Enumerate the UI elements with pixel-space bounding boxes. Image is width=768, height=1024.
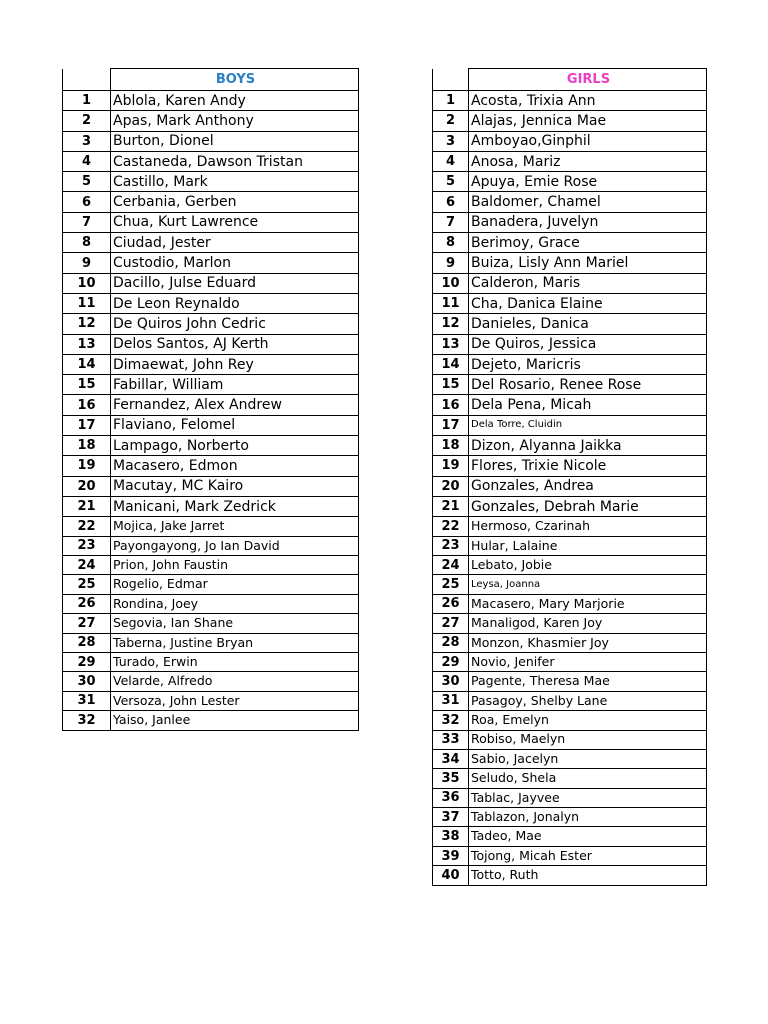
row-number: 19 [433, 456, 469, 476]
boys-header-row [63, 69, 359, 91]
student-name: Macasero, Mary Marjorie [469, 594, 707, 613]
table-row [63, 436, 359, 456]
table-row [433, 172, 707, 192]
row-number: 25 [433, 575, 469, 594]
row-number: 27 [433, 614, 469, 633]
table-row [63, 314, 359, 334]
student-name: Dela Torre, Cluidin [469, 415, 707, 435]
student-name: Ciudad, Jester [111, 233, 359, 253]
table-row [433, 788, 707, 807]
row-number: 19 [63, 456, 111, 476]
table-row [433, 192, 707, 212]
row-number: 32 [433, 711, 469, 730]
table-row [63, 233, 359, 253]
row-number: 17 [433, 415, 469, 435]
table-row [433, 827, 707, 846]
table-row [433, 536, 707, 555]
row-number: 18 [433, 436, 469, 456]
table-row [433, 131, 707, 151]
table-row [63, 496, 359, 516]
row-number: 3 [433, 131, 469, 151]
row-number: 22 [433, 517, 469, 536]
table-row [433, 273, 707, 293]
table-row [433, 415, 707, 435]
student-name: Cha, Danica Elaine [469, 293, 707, 313]
student-name: Tojong, Micah Ester [469, 846, 707, 865]
row-number: 21 [63, 496, 111, 516]
boys-roster-table [62, 68, 359, 731]
table-row [63, 151, 359, 171]
table-row [63, 672, 359, 691]
row-number: 7 [433, 212, 469, 232]
row-number: 30 [433, 672, 469, 691]
row-number: 28 [433, 633, 469, 652]
table-row [433, 456, 707, 476]
student-name: Lampago, Norberto [111, 436, 359, 456]
table-row [63, 111, 359, 131]
student-name: Custodio, Marlon [111, 253, 359, 273]
table-row [433, 517, 707, 536]
student-name: Chua, Kurt Lawrence [111, 212, 359, 232]
row-number: 11 [433, 293, 469, 313]
table-row [63, 192, 359, 212]
table-row [63, 575, 359, 594]
table-row [433, 594, 707, 613]
student-name: Flaviano, Felomel [111, 415, 359, 435]
student-name: Dela Pena, Micah [469, 395, 707, 415]
student-name: Roa, Emelyn [469, 711, 707, 730]
table-row [63, 415, 359, 435]
table-row [433, 233, 707, 253]
table-row [63, 354, 359, 374]
student-name: Danieles, Danica [469, 314, 707, 334]
student-name: De Quiros, Jessica [469, 334, 707, 354]
row-number: 25 [63, 575, 111, 594]
row-number: 29 [433, 652, 469, 671]
student-name: Gonzales, Debrah Marie [469, 496, 707, 516]
table-row [63, 476, 359, 496]
table-row [433, 614, 707, 633]
student-name: Totto, Ruth [469, 866, 707, 885]
row-number: 21 [433, 496, 469, 516]
row-number: 34 [433, 749, 469, 768]
row-number: 24 [63, 556, 111, 575]
row-number: 5 [63, 172, 111, 192]
row-number: 5 [433, 172, 469, 192]
table-row [63, 91, 359, 111]
table-row [433, 314, 707, 334]
student-name: Turado, Erwin [111, 652, 359, 671]
student-name: Apas, Mark Anthony [111, 111, 359, 131]
girls-roster-table [432, 68, 707, 886]
row-number: 39 [433, 846, 469, 865]
student-name: Dacillo, Julse Eduard [111, 273, 359, 293]
student-name: Delos Santos, AJ Kerth [111, 334, 359, 354]
student-name: Berimoy, Grace [469, 233, 707, 253]
row-number: 10 [433, 273, 469, 293]
row-number: 31 [63, 691, 111, 710]
row-number: 27 [63, 614, 111, 633]
table-row [433, 633, 707, 652]
student-name: Baldomer, Chamel [469, 192, 707, 212]
table-row [433, 253, 707, 273]
row-number: 32 [63, 711, 111, 730]
row-number: 38 [433, 827, 469, 846]
boys-number-header [63, 69, 111, 91]
student-name: Acosta, Trixia Ann [469, 91, 707, 111]
student-name: Amboyao,Ginphil [469, 131, 707, 151]
row-number: 16 [63, 395, 111, 415]
row-number: 26 [433, 594, 469, 613]
student-name: Calderon, Maris [469, 273, 707, 293]
table-row [433, 375, 707, 395]
row-number: 31 [433, 691, 469, 710]
row-number: 35 [433, 769, 469, 788]
student-name: Cerbania, Gerben [111, 192, 359, 212]
table-row [433, 91, 707, 111]
student-name: Banadera, Juvelyn [469, 212, 707, 232]
table-row [433, 334, 707, 354]
table-row [63, 652, 359, 671]
student-name: Payongayong, Jo Ian David [111, 536, 359, 555]
student-name: Tadeo, Mae [469, 827, 707, 846]
table-row [63, 273, 359, 293]
row-number: 9 [63, 253, 111, 273]
table-row [433, 749, 707, 768]
row-number: 16 [433, 395, 469, 415]
student-name: Burton, Dionel [111, 131, 359, 151]
student-name: Seludo, Shela [469, 769, 707, 788]
student-name: Anosa, Mariz [469, 151, 707, 171]
student-name: Manicani, Mark Zedrick [111, 496, 359, 516]
table-row [433, 575, 707, 594]
row-number: 9 [433, 253, 469, 273]
student-name: Rogelio, Edmar [111, 575, 359, 594]
boys-header: BOYS [111, 69, 359, 91]
student-name: Novio, Jenifer [469, 652, 707, 671]
table-row [433, 476, 707, 496]
row-number: 14 [63, 354, 111, 374]
table-row [63, 556, 359, 575]
row-number: 26 [63, 594, 111, 613]
student-name: Tablac, Jayvee [469, 788, 707, 807]
row-number: 14 [433, 354, 469, 374]
student-name: Manaligod, Karen Joy [469, 614, 707, 633]
row-number: 23 [63, 536, 111, 555]
student-name: Dizon, Alyanna Jaikka [469, 436, 707, 456]
table-row [433, 354, 707, 374]
student-name: Monzon, Khasmier Joy [469, 633, 707, 652]
table-row [63, 456, 359, 476]
table-row [433, 111, 707, 131]
student-name: De Quiros John Cedric [111, 314, 359, 334]
row-number: 4 [433, 151, 469, 171]
row-number: 6 [433, 192, 469, 212]
table-row [63, 375, 359, 395]
table-row [433, 151, 707, 171]
table-row [433, 652, 707, 671]
student-name: Buiza, Lisly Ann Mariel [469, 253, 707, 273]
table-row [433, 730, 707, 749]
table-row [63, 594, 359, 613]
row-number: 18 [63, 436, 111, 456]
row-number: 4 [63, 151, 111, 171]
student-name: Gonzales, Andrea [469, 476, 707, 496]
student-name: Yaiso, Janlee [111, 711, 359, 730]
table-row [433, 212, 707, 232]
table-row [63, 395, 359, 415]
row-number: 30 [63, 672, 111, 691]
table-row [63, 536, 359, 555]
table-row [433, 436, 707, 456]
student-name: Tablazon, Jonalyn [469, 808, 707, 827]
table-row [433, 769, 707, 788]
table-row [63, 633, 359, 652]
row-number: 20 [63, 476, 111, 496]
table-row [63, 172, 359, 192]
student-name: Fernandez, Alex Andrew [111, 395, 359, 415]
student-name: Fabillar, William [111, 375, 359, 395]
student-name: Hular, Lalaine [469, 536, 707, 555]
row-number: 8 [63, 233, 111, 253]
row-number: 10 [63, 273, 111, 293]
table-row [63, 131, 359, 151]
student-name: Prion, John Faustin [111, 556, 359, 575]
student-name: Apuya, Emie Rose [469, 172, 707, 192]
row-number: 17 [63, 415, 111, 435]
table-row [63, 293, 359, 313]
table-row [433, 846, 707, 865]
row-number: 36 [433, 788, 469, 807]
student-name: Castillo, Mark [111, 172, 359, 192]
table-row [433, 711, 707, 730]
girls-header-row [433, 69, 707, 91]
row-number: 20 [433, 476, 469, 496]
table-row [63, 212, 359, 232]
row-number: 13 [433, 334, 469, 354]
table-row [433, 496, 707, 516]
student-name: De Leon Reynaldo [111, 293, 359, 313]
table-row [433, 556, 707, 575]
student-name: Taberna, Justine Bryan [111, 633, 359, 652]
student-name: Segovia, Ian Shane [111, 614, 359, 633]
student-name: Ablola, Karen Andy [111, 91, 359, 111]
student-name: Versoza, John Lester [111, 691, 359, 710]
row-number: 2 [433, 111, 469, 131]
row-number: 7 [63, 212, 111, 232]
table-row [433, 293, 707, 313]
student-name: Robiso, Maelyn [469, 730, 707, 749]
row-number: 33 [433, 730, 469, 749]
student-name: Alajas, Jennica Mae [469, 111, 707, 131]
row-number: 24 [433, 556, 469, 575]
student-name: Velarde, Alfredo [111, 672, 359, 691]
row-number: 15 [433, 375, 469, 395]
row-number: 6 [63, 192, 111, 212]
student-name: Rondina, Joey [111, 594, 359, 613]
student-name: Leysa, Joanna [469, 575, 707, 594]
table-row [63, 691, 359, 710]
table-row [63, 517, 359, 536]
girls-number-header [433, 69, 469, 91]
row-number: 3 [63, 131, 111, 151]
row-number: 13 [63, 334, 111, 354]
student-name: Del Rosario, Renee Rose [469, 375, 707, 395]
student-name: Sabio, Jacelyn [469, 749, 707, 768]
student-name: Castaneda, Dawson Tristan [111, 151, 359, 171]
table-row [433, 866, 707, 885]
student-name: Mojica, Jake Jarret [111, 517, 359, 536]
row-number: 15 [63, 375, 111, 395]
row-number: 40 [433, 866, 469, 885]
row-number: 37 [433, 808, 469, 827]
row-number: 8 [433, 233, 469, 253]
student-name: Flores, Trixie Nicole [469, 456, 707, 476]
table-row [63, 253, 359, 273]
student-name: Pasagoy, Shelby Lane [469, 691, 707, 710]
row-number: 28 [63, 633, 111, 652]
row-number: 1 [63, 91, 111, 111]
student-name: Hermoso, Czarinah [469, 517, 707, 536]
row-number: 12 [433, 314, 469, 334]
table-row [63, 614, 359, 633]
student-name: Pagente, Theresa Mae [469, 672, 707, 691]
table-row [433, 808, 707, 827]
table-row [63, 334, 359, 354]
student-name: Macasero, Edmon [111, 456, 359, 476]
row-number: 11 [63, 293, 111, 313]
row-number: 1 [433, 91, 469, 111]
row-number: 23 [433, 536, 469, 555]
table-row [433, 395, 707, 415]
table-row [63, 711, 359, 730]
student-name: Lebato, Jobie [469, 556, 707, 575]
row-number: 22 [63, 517, 111, 536]
table-row [433, 672, 707, 691]
row-number: 12 [63, 314, 111, 334]
girls-header: GIRLS [469, 69, 707, 91]
student-name: Dimaewat, John Rey [111, 354, 359, 374]
row-number: 29 [63, 652, 111, 671]
student-name: Dejeto, Maricris [469, 354, 707, 374]
row-number: 2 [63, 111, 111, 131]
student-name: Macutay, MC Kairo [111, 476, 359, 496]
table-row [433, 691, 707, 710]
